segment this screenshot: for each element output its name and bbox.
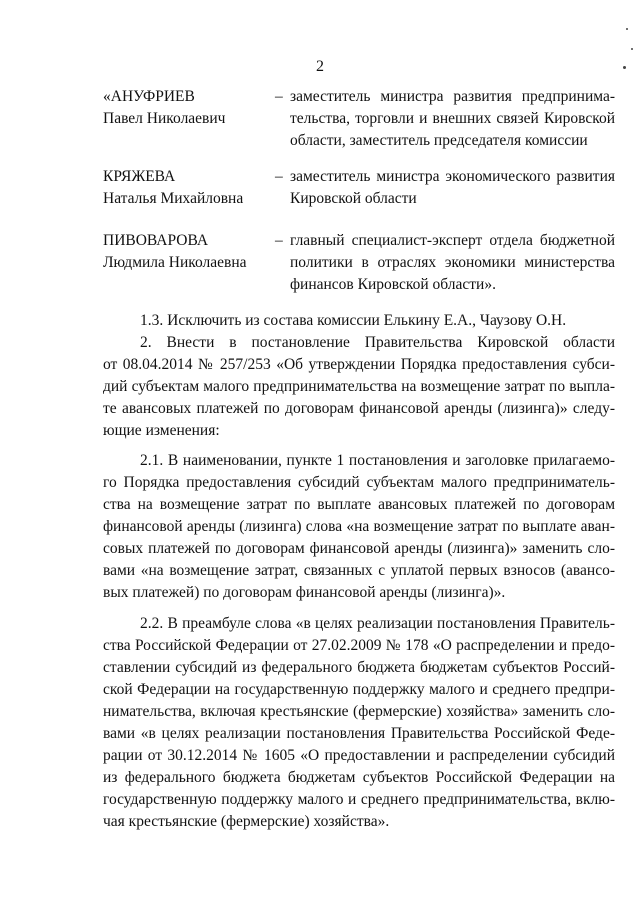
- member-given-name: Людмила Николаевна: [103, 254, 247, 271]
- paragraph-line: го Порядка предоставления субсидий субъектам малого предприниматель-: [103, 474, 615, 491]
- role-line: области, заместитель председателя комиссии: [290, 132, 588, 149]
- member-dash: –: [275, 232, 283, 249]
- member-dash: –: [275, 88, 283, 105]
- paragraph-line: вых платежей) по договорам финансовой аренды (лизинга)».: [103, 584, 506, 601]
- commission-member-anufriev: [103, 86, 615, 152]
- paragraph-line: дий субъектам малого предпринимательства на возмещение затрат по выпла-: [103, 378, 615, 395]
- role-line: тельства, торговли и внешних связей Кировской: [290, 110, 615, 127]
- paragraph-2-1: [103, 450, 615, 604]
- page-number: 2: [316, 58, 324, 75]
- member-role: [290, 86, 615, 152]
- paragraph-line: из федерального бюджета бюджетам субъектов Российской Федерации на: [103, 769, 615, 786]
- paragraph-line: государственную поддержку малого и среднего предпринимательства, вклю-: [103, 791, 615, 808]
- scan-speck: [626, 28, 628, 30]
- paragraph-line: ства на возмещение затрат по выплате авансовых платежей по договорам: [103, 496, 615, 513]
- role-line: главный специалист-эксперт отдела бюджетной: [290, 232, 615, 249]
- paragraph-line: чая крестьянские (фермерские) хозяйства».: [103, 813, 390, 830]
- paragraph-line: 2. Внести в постановление Правительства Кировской области: [140, 334, 615, 351]
- paragraph-line: ской Федерации на государственную поддержку малого и среднего предпри-: [103, 681, 615, 698]
- role-line: финансов Кировской области».: [290, 276, 496, 293]
- role-line: заместитель министра развития предпринима-: [290, 88, 615, 105]
- paragraph-line: 2.1. В наименовании, пункте 1 постановления и заголовке прилагаемо-: [140, 452, 615, 469]
- paragraph-line: нимательства, включая крестьянские (фермерские) хозяйства» заменить сло-: [103, 703, 615, 720]
- member-given-name: Наталья Михайловна: [103, 190, 244, 207]
- paragraph-line: ства Российской Федерации от 27.02.2009 № 178 «О распределении и предо-: [103, 637, 615, 654]
- paragraph-2-2: [103, 613, 615, 833]
- paragraph-2: [103, 332, 615, 442]
- scan-speck: [623, 66, 626, 69]
- role-line: заместитель министра экономического развития: [290, 168, 615, 185]
- member-role: [290, 230, 615, 296]
- paragraph-line: 2.2. В преамбуле слова «в целях реализации постановления Правитель-: [140, 615, 615, 632]
- paragraph-line: от 08.04.2014 № 257/253 «Об утверждении Порядка предоставления субси-: [103, 356, 615, 373]
- paragraph-line: рации от 30.12.2014 № 1605 «О предоставлении и распределении субсидий: [103, 747, 615, 764]
- commission-member-kryazheva: [103, 166, 615, 210]
- role-line: политики в отраслях экономики министерства: [290, 254, 615, 271]
- paragraph-line: 1.3. Исключить из состава комиссии Елькину Е.А., Чаузову О.Н.: [140, 312, 567, 329]
- paragraph-line: ющие изменения:: [103, 422, 220, 439]
- scan-speck: [631, 48, 633, 50]
- member-name-block: [103, 166, 273, 210]
- paragraph-line: вами «на возмещение затрат, связанных с уплатой первых взносов (авансо-: [103, 562, 615, 579]
- paragraph-line: финансовой аренды (лизинга) слова «на возмещение затрат по выплате аван-: [103, 518, 615, 535]
- member-role: [290, 166, 615, 210]
- member-surname: «АНУФРИЕВ: [103, 88, 195, 105]
- member-name-block: [103, 86, 273, 130]
- member-surname: КРЯЖЕВА: [103, 168, 176, 185]
- commission-member-pivovarova: [103, 230, 615, 296]
- member-given-name: Павел Николаевич: [103, 110, 226, 127]
- member-dash: –: [275, 168, 283, 185]
- paragraph-line: ставлении субсидий из федерального бюджета бюджетам субъектов Россий-: [103, 659, 615, 676]
- member-surname: ПИВОВАРОВА: [103, 232, 209, 249]
- member-name-block: [103, 230, 273, 274]
- paragraph-line: вами «в целях реализации постановления Правительства Российской Феде-: [103, 725, 615, 742]
- paragraph-line: совых платежей по договорам финансовой аренды (лизинга)» заменить сло-: [103, 540, 615, 557]
- role-line: Кировской области: [290, 190, 417, 207]
- paragraph-line: те авансовых платежей по договорам финансовой аренды (лизинга)» следу-: [103, 400, 615, 417]
- paragraph-1-3: [103, 310, 615, 332]
